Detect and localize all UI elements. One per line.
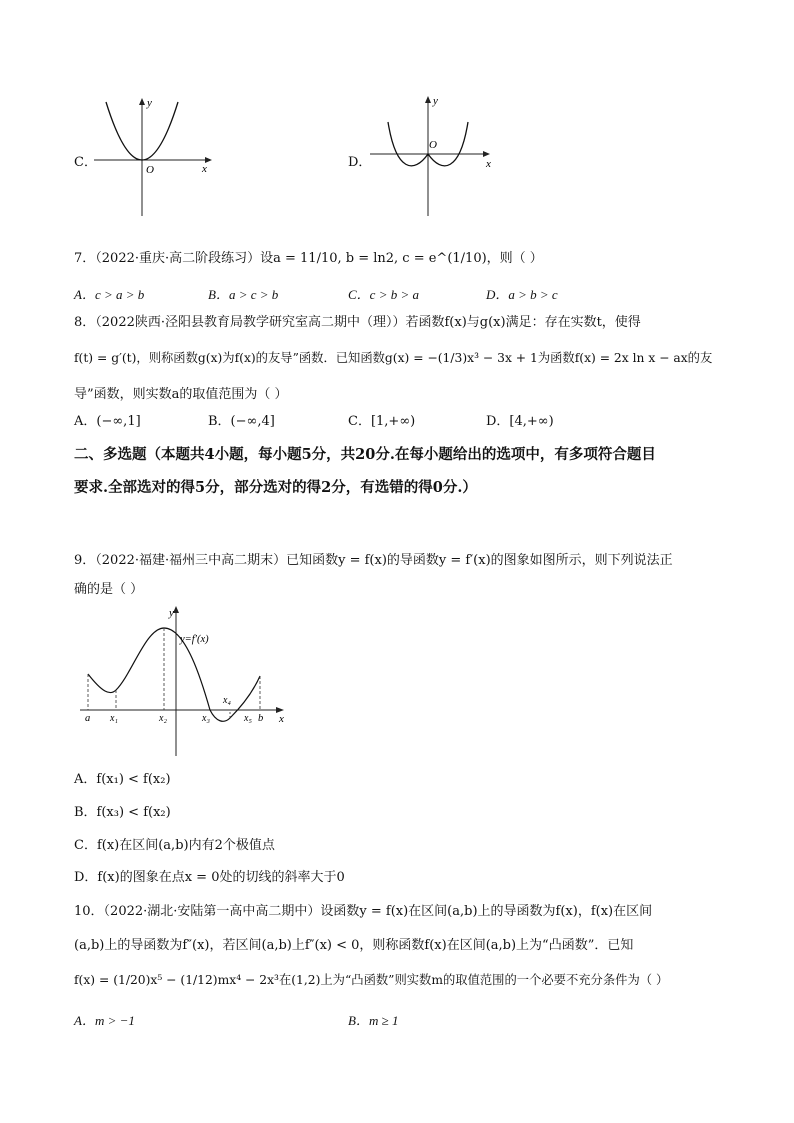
fig-d-origin: O bbox=[429, 139, 437, 151]
q8-option-d: D．[4,+∞) bbox=[486, 414, 554, 429]
option-c-label: C． bbox=[74, 155, 97, 170]
fig-c-y: y bbox=[147, 97, 152, 109]
q8-option-a: A．(−∞,1] bbox=[74, 414, 141, 429]
section2-line2: 要求.全部选对的得5分，部分选对的得2分，有选错的得0分.） bbox=[74, 479, 477, 496]
q7-option-c: C．c > b > a bbox=[348, 287, 419, 302]
q8-line2: f(t) = g′(t)，则称函数g(x)为f(x)的友导”函数．已知函数g(x) = −(1/3)x³ − 3x + 1为函数f(x) = 2x ln x − ax的友 bbox=[74, 351, 713, 365]
q7-option-a: A．c > a > b bbox=[74, 287, 145, 302]
q8-line1: 8．（2022陕西·泾阳县教育局教学研究室高二期中（理））若函数f(x)与g(x)满足：存在实数t，使得 bbox=[74, 315, 641, 330]
q7-stem: 7．（2022·重庆·高二阶段练习）设a = 11/10, b = ln2, c = e^(1/10)，则（ ） bbox=[74, 251, 543, 266]
section2-line1: 二、多选题（本题共4小题，每小题5分，共20分.在每小题给出的选项中，有多项符合题目 bbox=[74, 446, 656, 463]
q10-line2: (a,b)上的导函数为f″(x)，若区间(a,b)上f″(x) < 0，则称函数f(x)在区间(a,b)上为“凸函数”．已知 bbox=[74, 938, 634, 953]
q9-line2: 确的是（ ） bbox=[74, 582, 144, 597]
q9-line1: 9．（2022·福建·福州三中高二期末）已知函数y = f(x)的导函数y = f′(x)的图象如图所示，则下列说法正 bbox=[74, 553, 673, 568]
q8-option-b: B．(−∞,4] bbox=[208, 414, 275, 429]
fig-c-x: x bbox=[202, 163, 207, 175]
option-d-graph bbox=[366, 92, 500, 222]
q8-option-c: C．[1,+∞) bbox=[348, 414, 416, 429]
q10-line1: 10．（2022·湖北·安陆第一高中高二期中）设函数y = f(x)在区间(a,b)上的导函数为f(x)，f(x)在区间 bbox=[74, 904, 653, 919]
fig-c-origin: O bbox=[146, 164, 154, 176]
q9-tick-x4: x₄ bbox=[223, 695, 231, 706]
q9-tick-b: b bbox=[258, 713, 264, 724]
option-d-label: D． bbox=[348, 155, 372, 170]
fig-d-y: y bbox=[433, 95, 438, 107]
q8-line3: 导”函数，则实数a的取值范围为（ ） bbox=[74, 387, 288, 402]
q9-tick-x2: x₂ bbox=[159, 713, 167, 724]
fig-d-x: x bbox=[486, 158, 491, 170]
q9-graph-x-label: x bbox=[279, 713, 284, 725]
q9-graph-y-label: y bbox=[169, 607, 174, 619]
q9-graph-curve-label: y=f′(x) bbox=[180, 634, 209, 645]
q9-derivative-graph bbox=[76, 604, 292, 760]
q9-tick-x5: x₅ bbox=[244, 713, 252, 724]
q9-option-a: A．f(x₁) < f(x₂) bbox=[74, 772, 171, 787]
q9-option-b: B．f(x₃) < f(x₂) bbox=[74, 805, 171, 820]
q10-line3: f(x) = (1/20)x⁵ − (1/12)mx⁴ − 2x³在(1,2)上为“凸函数”则实数m的取值范围的一个必要不充分条件为（ ） bbox=[74, 973, 669, 987]
q7-option-b: B．a > c > b bbox=[208, 287, 279, 302]
q10-option-a: A．m > −1 bbox=[74, 1013, 135, 1028]
q9-option-d: D．f(x)的图象在点x = 0处的切线的斜率大于0 bbox=[74, 870, 345, 885]
q9-tick-x3: x₃ bbox=[202, 713, 210, 724]
q9-option-c: C．f(x)在区间(a,b)内有2个极值点 bbox=[74, 838, 275, 853]
q7-option-d: D．a > b > c bbox=[486, 287, 558, 302]
q9-tick-x1: x₁ bbox=[110, 713, 118, 724]
q10-option-b: B．m ≥ 1 bbox=[348, 1013, 399, 1028]
q9-tick-a: a bbox=[85, 713, 91, 724]
option-c-graph bbox=[92, 92, 222, 222]
